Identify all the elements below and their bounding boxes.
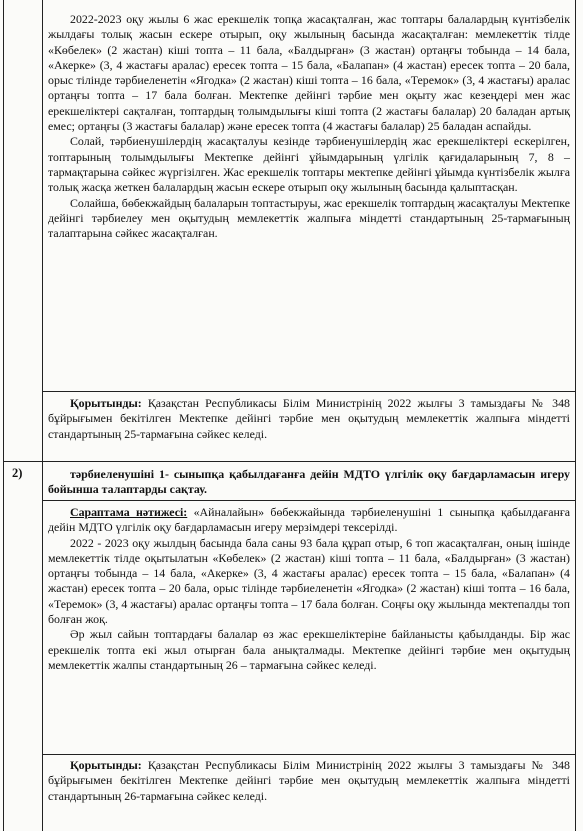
paragraph: Солай, тәрбиенушілердің жасақталуы кезінде тәрбиенушілердің жас ерекшеліктері ескерілген, топтарының толымдылығы Мектепке дейінгі ұйымдарының үлгілік қағидаларының 7, 8 – тармақтарына сәйкес жүргізілген. Жас ерекшелік топтары мектепке дейінгі ұйымда күнтізбелік жылға толық жасқа жеткен балалардың жасын ескере отырып оқу жылының басында қалыптасқан.: [48, 134, 570, 195]
section1-body: [48, 12, 570, 241]
paragraph: 2022 - 2023 оқу жылдың басында бала саны 93 бала құрап отыр, 6 топ жасақталған, оның ішінде мемлекеттік тілде оқытылатын «Көбелек» (2 жастан) кіші топта – 11 бала, «Балдырған» (3 жастан) ортаңғы тобында – 14 бала, «Акерке» (3, 4 жастағы аралас) ересек топта – 15 бала, «Балапан» (4 жастан) ересек топта – 20 бала, орыс тілінде тәрбиеленетін «Ягодка» (2 жастан) кіші топта – 16 бала, «Теремок» (3, 4 жастағы) аралас ортаңғы топта – 17 бала болған. Соңғы оқу жылында мектепалды топ болған жоқ.: [48, 535, 570, 627]
conclusion-label: Қорытынды:: [70, 758, 142, 772]
result-label: Сараптама нәтижесі:: [70, 505, 188, 519]
paragraph: Әр жыл сайын топтардағы балалар өз жас ерекшеліктеріне байланысты қабылданды. Бір жас ерекшелік топта екі жыл отырған бала анықталмады. Мектепке дейінгі тәрбие мен оқытудың мемлекеттік жалпы стандартының 26 – тармағына сәйкес келеді.: [48, 627, 570, 672]
row-divider: [42, 391, 576, 392]
section1-conclusion: [48, 396, 570, 442]
section-title: тәрбиеленушіні 1- сыныпқа қабылдағанға дейін МДТО үлгілік оқу бағдарламасын игеру бойынша талаптарды сақтау.: [48, 467, 570, 497]
table-border-left: [3, 0, 4, 831]
paragraph: Солайша, бөбекжайдың балаларын топтастыруы, жас ерекшелік топтардың жасақталуы Мектепке дейінгі тәрбиелеу мен оқытудың мемлекеттік жалпыға міндетті стандартының 25-тармағының талаптарына сәйкес жасақталған.: [48, 195, 570, 241]
result-text: «Айналайын» бөбекжайында тәрбиеленушіні 1 сыныпқа қабылдағанға дейін МДТО үлгілік оқу бағдарламасын игеру мерзімдері тексерілді.: [48, 505, 570, 535]
row-divider: [3, 461, 576, 462]
section2-title: [48, 467, 570, 498]
conclusion-label: Қорытынды:: [70, 396, 142, 410]
section2-body: [48, 505, 570, 673]
section2-conclusion: [48, 758, 570, 804]
row-divider: [42, 500, 576, 501]
row-divider: [42, 754, 576, 755]
conclusion-text: Қазақстан Республикасы Білім Министрінің 2022 жылғы 3 тамыздағы № 348 бұйрығымен бекітілген Мектепке дейінгі тәрбие мен оқытудың мемлекеттік жалпыға міндетті стандартының 25-тармағына сәйкес келеді.: [48, 396, 570, 441]
section-number: 2): [12, 466, 23, 480]
paragraph: 2022-2023 оқу жылы 6 жас ерекшелік топқа жасақталған, жас топтары балалардың күнтізбелік жылдағы толық жасын ескере отырып, оқу жылының басында жасақталған: мемлекеттік тілде «Көбелек» (2 жастан) кіші топта – 11 бала, «Балдырған» (3 жастан) ортаңғы тобында – 14 бала, «Акерке» (3, 4 жастағы аралас) ересек топта – 15 бала, «Балапан» (4 жастан) ересек топта – 20 бала, орыс тілінде тәрбиеленетін «Ягодка» (2 жастан) кіші топта – 16 бала, «Теремок» (3, 4 жастағы) аралас ортаңғы топта – 17 бала болған. Мектепке дейінгі тәрбие мен оқыту жас кезеңдері мен жас ерекшеліктері сақталған, топтардың толымдылығы кіші топта (2 жастағы балалар) 20 баладан артық емес; ортаңғы (3 жастағы балалар) және ересек топта (4 жастағы балалар) 25 баладан аспайды.: [48, 12, 570, 134]
table-border-right: [575, 0, 576, 831]
conclusion-text: Қазақстан Республикасы Білім Министрінің 2022 жылғы 3 тамыздағы № 348 бұйрығымен бекітілген Мектепке дейінгі тәрбие мен оқытудың мемлекеттік жалпыға міндетті стандартының 26-тармағына сәйкес келеді.: [48, 758, 570, 803]
table-column-divider: [42, 0, 43, 831]
